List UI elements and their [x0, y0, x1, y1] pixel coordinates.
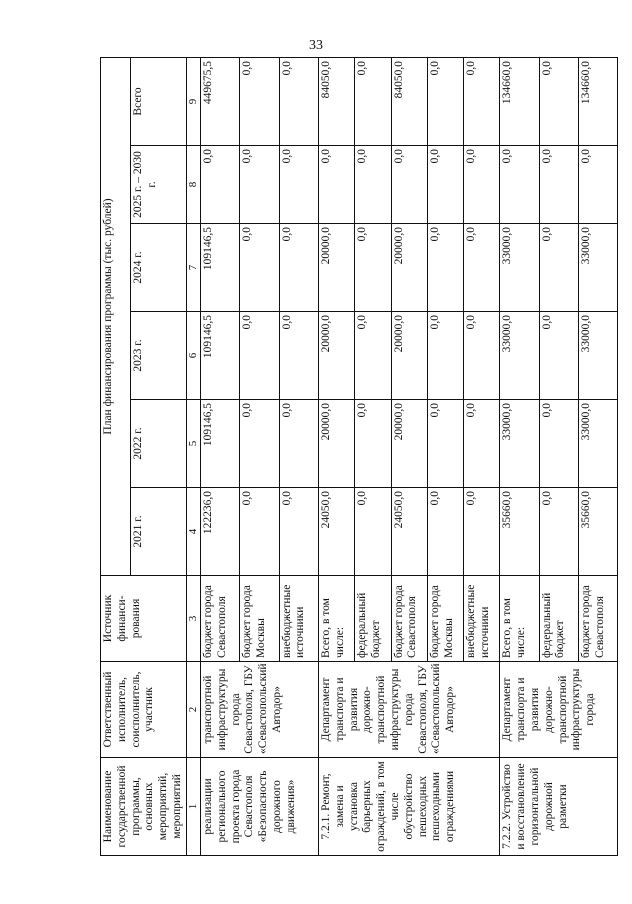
total-cell: 0,0	[539, 57, 578, 145]
column-index: 8	[186, 146, 200, 224]
value-cell: 35660,0	[500, 488, 539, 576]
column-index: 9	[186, 57, 200, 145]
total-cell: 84050,0	[391, 57, 427, 145]
value-cell: 122236,0	[200, 488, 239, 576]
value-cell: 0,0	[279, 312, 318, 400]
value-cell: 0,0	[355, 400, 391, 488]
total-cell: 0,0	[240, 57, 279, 145]
header-year-2022: 2022 г.	[131, 400, 186, 488]
value-cell: 33000,0	[578, 312, 617, 400]
value-cell: 20000,0	[318, 224, 354, 312]
value-cell: 109146,5	[200, 400, 239, 488]
financing-table	[100, 57, 618, 856]
value-cell: 0,0	[240, 400, 279, 488]
value-cell: 0,0	[427, 400, 463, 488]
source-cell: внебюджетные источники	[279, 576, 318, 662]
value-cell: 33000,0	[500, 400, 539, 488]
source-cell: Всего, в том числе:	[500, 576, 539, 662]
header-year-2024: 2024 г.	[131, 224, 186, 312]
measure-name-cell: 7.2.2. Устройство и восстановление горизонтальной дорожной разметки	[500, 758, 618, 856]
executor-cell: Департамент транспорта и развития дорожно-транспортной инфраструктуры города Севастополя, ГБУ «Севастопольский Автодор»	[318, 662, 499, 758]
value-cell: 0,0	[464, 400, 500, 488]
total-cell: 84050,0	[318, 57, 354, 145]
total-cell: 0,0	[427, 57, 463, 145]
value-cell: 0,0	[355, 224, 391, 312]
header-year-2023: 2023 г.	[131, 312, 186, 400]
source-cell: бюджет города Севастополя	[578, 576, 617, 662]
value-cell: 20000,0	[318, 312, 354, 400]
column-index: 4	[186, 488, 200, 576]
header-plan: План финансирования программы (тыс. рублей)	[101, 57, 131, 575]
rotated-table-frame	[100, 58, 606, 856]
measure-name-cell: 7.2.1. Ремонт, замена и установка барьерных ограждений, в том числе обустройство пешеходных пешеходными ограждениями	[318, 758, 499, 856]
value-cell: 0,0	[464, 146, 500, 224]
header-year-2025-2030: 2025 г. – 2030 г.	[131, 146, 186, 224]
source-cell: федеральный бюджет	[539, 576, 578, 662]
value-cell: 109146,5	[200, 224, 239, 312]
column-index: 1	[186, 758, 200, 856]
value-cell: 0,0	[240, 146, 279, 224]
value-cell: 0,0	[500, 146, 539, 224]
column-index-row	[186, 57, 200, 855]
source-cell: бюджет города Москвы	[240, 576, 279, 662]
column-index: 6	[186, 312, 200, 400]
value-cell: 0,0	[427, 146, 463, 224]
value-cell: 20000,0	[391, 400, 427, 488]
total-cell: 0,0	[279, 57, 318, 145]
value-cell: 20000,0	[318, 400, 354, 488]
total-cell: 0,0	[464, 57, 500, 145]
page-number: 33	[309, 38, 323, 53]
value-cell: 0,0	[464, 312, 500, 400]
value-cell: 0,0	[539, 224, 578, 312]
value-cell: 0,0	[464, 488, 500, 576]
value-cell: 0,0	[427, 224, 463, 312]
value-cell: 0,0	[279, 488, 318, 576]
source-cell: бюджет города Севастополя	[391, 576, 427, 662]
source-cell: Всего, в том числе:	[318, 576, 354, 662]
value-cell: 24050,0	[318, 488, 354, 576]
source-cell: бюджет города Москвы	[427, 576, 463, 662]
header-total: Всего	[131, 57, 186, 145]
value-cell: 0,0	[391, 146, 427, 224]
column-index: 7	[186, 224, 200, 312]
value-cell: 33000,0	[578, 400, 617, 488]
value-cell: 33000,0	[500, 224, 539, 312]
value-cell: 0,0	[464, 224, 500, 312]
header-row-top	[101, 57, 131, 855]
source-cell: федеральный бюджет	[355, 576, 391, 662]
value-cell: 0,0	[427, 312, 463, 400]
value-cell: 0,0	[539, 312, 578, 400]
value-cell: 0,0	[539, 488, 578, 576]
table-row	[318, 57, 354, 855]
value-cell: 20000,0	[391, 224, 427, 312]
value-cell: 24050,0	[391, 488, 427, 576]
value-cell: 0,0	[539, 400, 578, 488]
value-cell: 109146,5	[200, 312, 239, 400]
table-row	[500, 57, 539, 855]
rotated-table-container	[100, 58, 606, 856]
source-cell: бюджет города Севастополя	[200, 576, 239, 662]
value-cell: 0,0	[355, 146, 391, 224]
value-cell: 0,0	[240, 224, 279, 312]
executor-cell: транспортной инфраструктуры города Севастополя, ГБУ «Севастопольский Автодор»	[200, 662, 318, 758]
column-index: 2	[186, 662, 200, 758]
executor-cell: Департамент транспорта и развития дорожно-транспортной инфраструктуры города	[500, 662, 618, 758]
value-cell: 0,0	[355, 312, 391, 400]
value-cell: 0,0	[427, 488, 463, 576]
column-index: 5	[186, 400, 200, 488]
total-cell: 449675,5	[200, 57, 239, 145]
value-cell: 0,0	[279, 224, 318, 312]
header-name: Наименование государственной программы, основных мероприятий, мероприятий	[101, 758, 187, 856]
table-row	[200, 57, 239, 855]
value-cell: 33000,0	[578, 224, 617, 312]
total-cell: 134660,0	[500, 57, 539, 145]
header-year-2021: 2021 г.	[131, 488, 186, 576]
measure-name-cell: реализации регионального проекта города Севастополя «Безопасность дорожного движения»	[200, 758, 318, 856]
header-executor: Ответственный исполнитель, соисполнитель, участник	[101, 662, 187, 758]
value-cell: 35660,0	[578, 488, 617, 576]
total-cell: 0,0	[355, 57, 391, 145]
value-cell: 0,0	[578, 146, 617, 224]
value-cell: 0,0	[200, 146, 239, 224]
value-cell: 0,0	[240, 312, 279, 400]
value-cell: 0,0	[539, 146, 578, 224]
value-cell: 0,0	[355, 488, 391, 576]
value-cell: 33000,0	[500, 312, 539, 400]
value-cell: 0,0	[279, 400, 318, 488]
total-cell: 134660,0	[578, 57, 617, 145]
header-source: Источник финанси-рования	[101, 576, 187, 662]
value-cell: 20000,0	[391, 312, 427, 400]
source-cell: внебюджетные источники	[464, 576, 500, 662]
column-index: 3	[186, 576, 200, 662]
value-cell: 0,0	[240, 488, 279, 576]
value-cell: 0,0	[279, 146, 318, 224]
value-cell: 0,0	[318, 146, 354, 224]
